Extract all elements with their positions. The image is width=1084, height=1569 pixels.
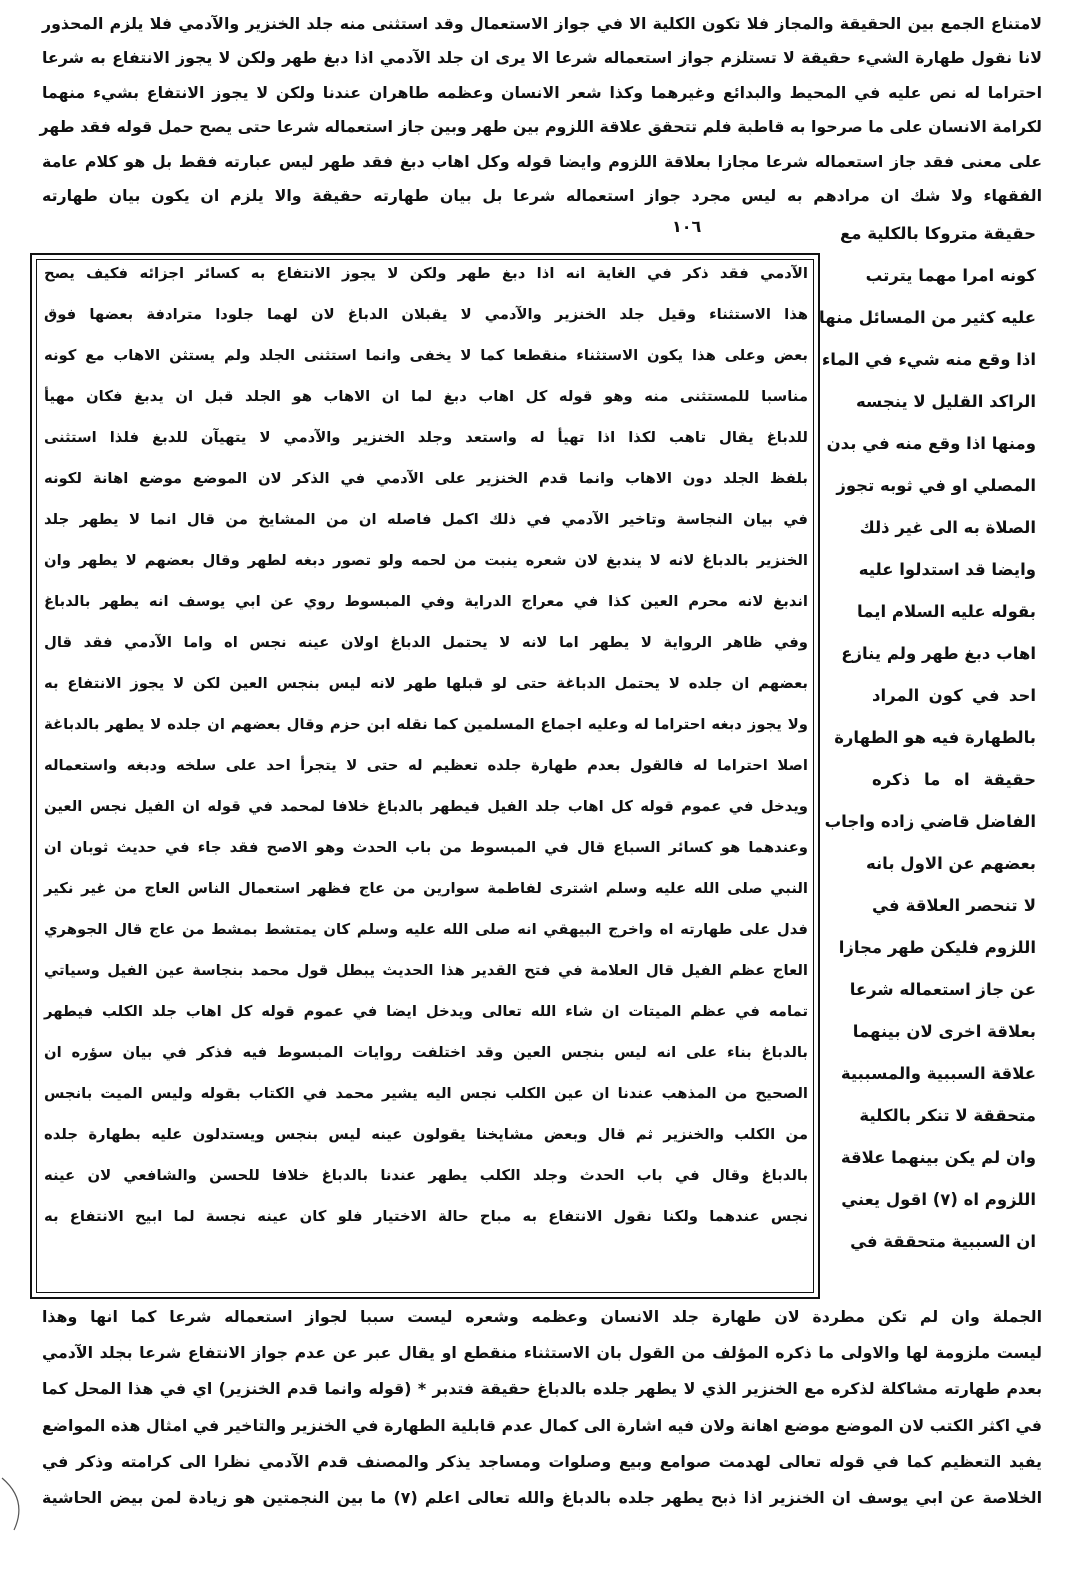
- text-line: عليه كثير من المسائل منها: [819, 308, 1036, 327]
- text-line: اللزوم فليكن طهر مجازا: [838, 938, 1036, 957]
- text-line: تمامه في عظم الميتات ان شاء الله تعالى ويدخل ايضا في عموم قوله كل اهاب جلد الكلب فيطهر: [44, 1003, 808, 1020]
- text-line: على معنى فقد جاز استعماله شرعا مجازا بعلاقة اللزوم وايضا قوله وكل اهاب دبغ فقد طهر ليس عبارته فقط بل هو كلام عامة: [42, 152, 1042, 171]
- text-line: الصلاة به الى غير ذلك: [859, 518, 1036, 537]
- text-line: اندبغ لانه محرم العين كذا في معراج الدراية وفي المبسوط روي عن ابي يوسف انه يطهر بالدباغ: [44, 593, 808, 610]
- text-line: لكرامة الانسان على ما صرحوا به قاطبة فلم تتحقق علاقة اللزوم بين طهر وبين جاز استعماله شرعا حتى يصح حمل قوله فقد طهر: [39, 117, 1042, 136]
- text-line: ومنها اذا وقع منه في بدن: [826, 434, 1036, 453]
- text-line: بعضهم عن الاول بانه: [865, 854, 1036, 873]
- text-line: بقوله عليه السلام ايما: [857, 602, 1036, 621]
- text-line: هذا الاستثناء وقيل جلد الخنزير والآدمي لا يقبلان الدباغ لان لهما جلودا مترادفة بعضها فوق: [44, 306, 808, 323]
- text-line: النبي صلى الله عليه وسلم اشترى لفاطمة سوارين من عاج فظهر استعمال الناس العاج من غير نكير: [44, 880, 808, 897]
- text-line: لا تنحصر العلاقة في: [872, 896, 1036, 915]
- text-line: الجملة وان لم تكن مطردة لان طهارة جلد الانسان وعظمه وشعره ليست سببا لجواز استعماله شرعا كما انها وهذا: [42, 1307, 1042, 1326]
- text-line: متحققة لا تنكر بالكلية: [859, 1106, 1036, 1125]
- text-line: بلفظ الجلد دون الاهاب وانما قدم الخنزير على الآدمي في الذكر لان الموضع موضع اهانة لكونه: [44, 470, 808, 487]
- text-line: بالدباغ بناء على انه ليس بنجس العين وقد اختلفت روايات المبسوط فيه فذكر في بيان سؤره ان: [44, 1044, 808, 1061]
- text-line: الفاضل قاضي زاده واجاب: [824, 812, 1036, 831]
- text-line: الآدمي فقد ذكر في الغاية انه اذا دبغ طهر ولكن لا يجوز الانتفاع به كسائر اجزائه فكيف يصح: [44, 265, 808, 282]
- text-line: علاقة السببية والمسببية: [840, 1064, 1036, 1083]
- text-line: بالدباغ وقال في باب الحدث وجلد الكلب يطهر عندنا بالدباغ خلافا للحسن والشافعي لان عينه: [44, 1167, 808, 1184]
- text-line: لانا نقول طهارة الشيء حقيقة لا تستلزم جواز استعماله شرعا الا يرى ان جلد الآدمي اذا دبغ طهر ولكن لا يجوز الانتفاع به شرعا: [42, 48, 1042, 67]
- text-line: اذا وقع منه شيء في الماء: [821, 350, 1036, 369]
- text-line: وان لم يكن بينهما علاقة: [840, 1148, 1036, 1167]
- text-line: الراكد القليل لا ينجسه: [856, 392, 1036, 411]
- text-line: للدباغ يقال تاهب لكذا اذا تهيأ له واستعد وجلد الخنزير والآدمي لا يتهيآن للدبغ فلذا استثنى: [44, 429, 808, 446]
- text-line: عن جاز استعماله شرعا: [849, 980, 1036, 999]
- text-line: الفقهاء ولا شك ان مرادهم به ليس مجرد جواز استعماله شرعا بل بيان طهارته حقيقة والا يلزم ان يكون بيان طهارته: [42, 186, 1042, 205]
- text-line: في اكثر الكتب لان الموضع موضع اهانة ولان فيه اشارة الى كمال عدم قابلية الطهارة في الخنزير والتاخير في امثال هذه المواضع: [42, 1416, 1042, 1435]
- text-line: لامتناع الجمع بين الحقيقة والمجاز فلا تكون الكلية الا في جواز الاستعمال وقد استثنى منه جلد الخنزير والآدمي فلا يلزم المحذور: [42, 14, 1042, 33]
- scan-edge-curve: [0, 1470, 40, 1540]
- text-line: المصلي او في ثوبه تجوز: [836, 476, 1036, 495]
- text-line: وفي ظاهر الرواية لا يطهر اما لانه لا يحتمل الدباغ اولان عينه نجس اه واما الآدمي فقد قال: [44, 634, 808, 651]
- text-line: وايضا قد استدلوا عليه: [858, 560, 1036, 579]
- text-line: بعدم طهارته مشاكلة لذكره مع الخنزير الذي لا يطهر جلده بالدباغ حقيقة فتدبر * (قوله وانما قدم الخنزير) اي في هذا المحل كما: [42, 1379, 1042, 1398]
- text-line: اهاب دبغ طهر ولم ينازع: [841, 644, 1036, 663]
- text-line: يفيد التعظيم كما في قوله تعالى لهدمت صوامع وبيع وصلوات ومساجد يذكر والمصنف قدم الآدمي نظرا الى كرامته وذكر في: [42, 1452, 1042, 1471]
- text-line: وعندهما هو كسائر السباع قال في المبسوط من باب الحدث وهو الاصح فقد جاء في حديث ثوبان ان: [44, 839, 808, 856]
- text-line: الصحيح من المذهب عندنا ان عين الكلب نجس اليه يشير محمد في الكتاب بقوله وليس الميت بانجس: [44, 1085, 808, 1102]
- text-line: اصلا احتراما له فالقول بعدم طهارة جلده تعظيم له حتى لا يتجرأ احد على سلخه ودبغه واستعماله: [44, 757, 808, 774]
- text-line: بعض وعلى هذا يكون الاستثناء منقطعا كما لا يخفى وانما استثنى الجلد ولم يستثن الاهاب مع كونه: [44, 347, 808, 364]
- text-line: حقيقة اه ما ذكره: [872, 770, 1036, 789]
- text-line: احتراما له نص عليه في المحيط والبدائع وغيرهما وكذا شعر الانسان وعظمه طاهران عندنا ولكن لا يجوز الانتفاع بشيء منهما: [42, 83, 1042, 102]
- text-line: حقيقة متروكا بالكلية مع: [839, 224, 1036, 243]
- page-number: ١٠٦: [672, 217, 702, 236]
- text-line: مناسبا للمستثنى منه وهو قوله كل اهاب دبغ لما ان الاهاب هو الجلد قبل ان يدبغ فكان مهيأ: [44, 388, 808, 405]
- text-line: ويدخل في عموم قوله كل اهاب جلد الفيل فيطهر بالدباغ خلافا لمحمد في قوله ان الفيل نجس العين: [44, 798, 808, 815]
- text-line: ولا يجوز دبغه احتراما له وعليه اجماع المسلمين كما نقله ابن حزم وقال بعضهم ان جلده لا يطهر بالدباغة: [44, 716, 808, 733]
- text-line: بعضهم ان جلده لا يحتمل الدباغة حتى لو قبلها طهر لانه ليس بنجس العين لكن لا يجوز الانتفاع به: [44, 675, 808, 692]
- text-line: ان السببية متحققة في: [850, 1232, 1036, 1251]
- text-line: العاج عظم الفيل قال العلامة في فتح القدير هذا الحديث يبطل قول محمد بنجاسة عين الفيل وسياتي: [44, 962, 808, 979]
- text-line: اللزوم اه (٧) اقول يعني: [841, 1190, 1036, 1209]
- text-line: احد في كون المراد: [872, 686, 1036, 705]
- text-line: ليست ملزومة لها والاولى ما ذكره المؤلف من القول بان الاستثناء منقطع او يقال عبر عن عدم جواز الانتفاع شرعا بجلد الآدمي: [42, 1343, 1042, 1362]
- text-line: الخنزير بالدباغ لانه لا يندبغ لان شعره ينبت من لحمه ولو تصور دبغه لطهر وقال بعضهم لا يطهر وان: [44, 552, 808, 569]
- text-line: فدل على طهارته اه واخرج البيهقي انه صلى الله عليه وسلم كان يمتشط بمشط من عاج قال الجوهري: [44, 921, 808, 938]
- text-line: بالطهارة فيه هو الطهارة: [834, 728, 1036, 747]
- text-line: في بيان النجاسة وتاخير الآدمي في ذلك اكمل فاصله ان من المشايخ من قال انما لا يطهر جلد: [44, 511, 808, 528]
- main-text-block: [30, 253, 816, 1295]
- text-line: من الكلب والخنزير ثم قال وبعض مشايخنا يقولون عينه ليس بنجس ويستدلون عليه بطهارة جلده: [44, 1126, 808, 1143]
- text-line: الخلاصة عن ابي يوسف ان الخنزير اذا ذبح يطهر جلده بالدباغ والله تعالى اعلم (٧) ما بين النجمتين هو زيادة لمن بيض الحاشية: [42, 1488, 1043, 1507]
- text-line: كونه امرا مهما يترتب: [865, 266, 1036, 285]
- text-line: نجس عندهما ولكنا نقول الانتفاع به مباح حالة الاختيار فلو كان عينه نجسة لما ابيح الانتفاع به: [44, 1208, 808, 1225]
- text-line: بعلاقة اخرى لان بينهما: [852, 1022, 1036, 1041]
